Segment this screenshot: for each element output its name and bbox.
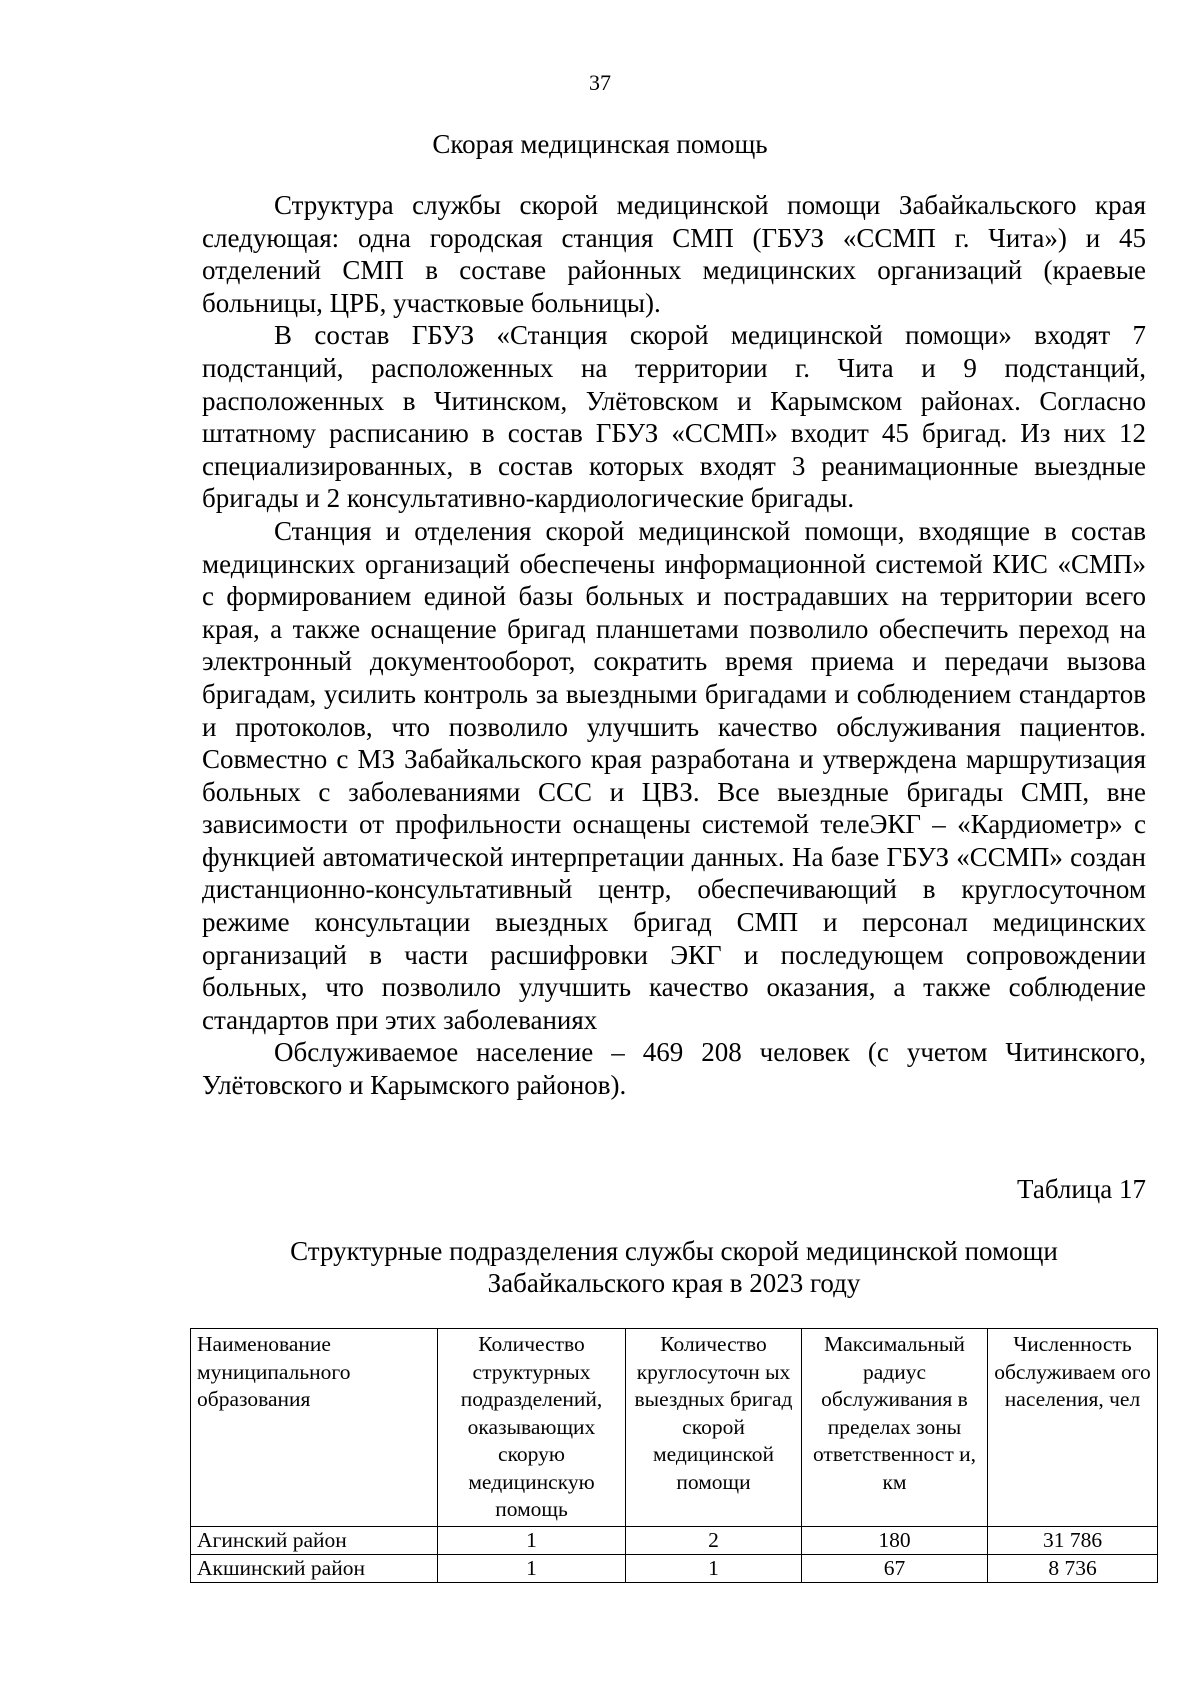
table-caption: Таблица 17 [1017,1174,1146,1204]
cell-brigade-count: 1 [626,1554,802,1582]
table-title-line-1: Структурные подразделения службы скорой медицинской помощи [290,1236,1058,1266]
body-text [202,189,1146,1102]
paragraph-information-system: Станция и отделения скорой медицинской помощи, входящие в состав медицинских организаций обеспечены информационной системой КИС «СМП» с формированием единой базы больных и пострадавших на территории всего края, а также оснащение бригад планшетами позволило обеспечить переход на электронный документооборот, сократить время приема и передачи вызова бригадам, усилить контроль за выездными бригадами и соблюдением стандартов и протоколов, что позволило улучшить качество обслуживания пациентов. Совместно с МЗ Забайкальского края разработана и утверждена маршрутизация больных с заболеваниями ССС и ЦВЗ. Все выездные бригады СМП, вне зависимости от профильности оснащены системой телеЭКГ – «Кардиометр» с функцией автоматической интерпретации данных. На базе ГБУЗ «ССМП» создан дистанционно-консультативный центр, обеспечивающий в круглосуточном режиме консультации выездных бригад СМП и персонал медицинских организаций в части расшифровки ЭКГ и последующем сопровождении больных, что позволило улучшить качество оказания, а также соблюдение стандартов при этих заболеваниях [202,515,1146,1035]
header-population: Численность обслуживаем ого населения, чел [988,1329,1158,1527]
paragraph-population: Обслуживаемое население – 469 208 человек (с учетом Читинского, Улётовского и Карымского районов). [202,1037,1146,1101]
cell-population: 31 786 [988,1526,1158,1554]
page-number: 37 [589,70,611,95]
header-unit-count: Количество структурных подразделений, оказывающих скорую медицинскую помощь [438,1329,626,1527]
cell-municipality: Акшинский район [191,1554,438,1582]
cell-population: 8 736 [988,1554,1158,1582]
cell-brigade-count: 2 [626,1526,802,1554]
table-row [191,1526,1158,1554]
table-header-row [191,1329,1158,1527]
header-brigade-count: Количество круглосуточн ых выездных бригад скорой медицинской помощи [626,1329,802,1527]
table-row [191,1554,1158,1582]
paragraph-substations: В состав ГБУЗ «Станция скорой медицинской помощи» входят 7 подстанций, расположенных на территории г. Чита и 9 подстанций, расположенных в Читинском, Улётовском и Карымском районах. Согласно штатному расписанию в состав ГБУЗ «ССМП» входит 45 бригад. Из них 12 специализированных, в состав которых входят 3 реанимационные выездные бригады и 2 консультативно-кардиологические бригады. [202,320,1146,514]
cell-unit-count: 1 [438,1554,626,1582]
table-title-line-2: Забайкальского края в 2023 году [487,1268,861,1298]
paragraph-structure: Структура службы скорой медицинской помощи Забайкальского края следующая: одна городская станция СМП (ГБУЗ «ССМП г. Чита») и 45 отделений СМП в составе районных медицинских организаций (краевые больницы, ЦРБ, участковые больницы). [202,190,1146,318]
cell-municipality: Агинский район [191,1526,438,1554]
cell-max-radius: 180 [802,1526,988,1554]
cell-unit-count: 1 [438,1526,626,1554]
header-municipality: Наименование муниципального образования [191,1329,438,1527]
header-max-radius: Максимальный радиус обслуживания в пределах зоны ответственност и, км [802,1329,988,1527]
cell-max-radius: 67 [802,1554,988,1582]
table-title [190,1235,1158,1299]
section-title: Скорая медицинская помощь [432,129,768,159]
ambulance-units-table [190,1328,1158,1583]
